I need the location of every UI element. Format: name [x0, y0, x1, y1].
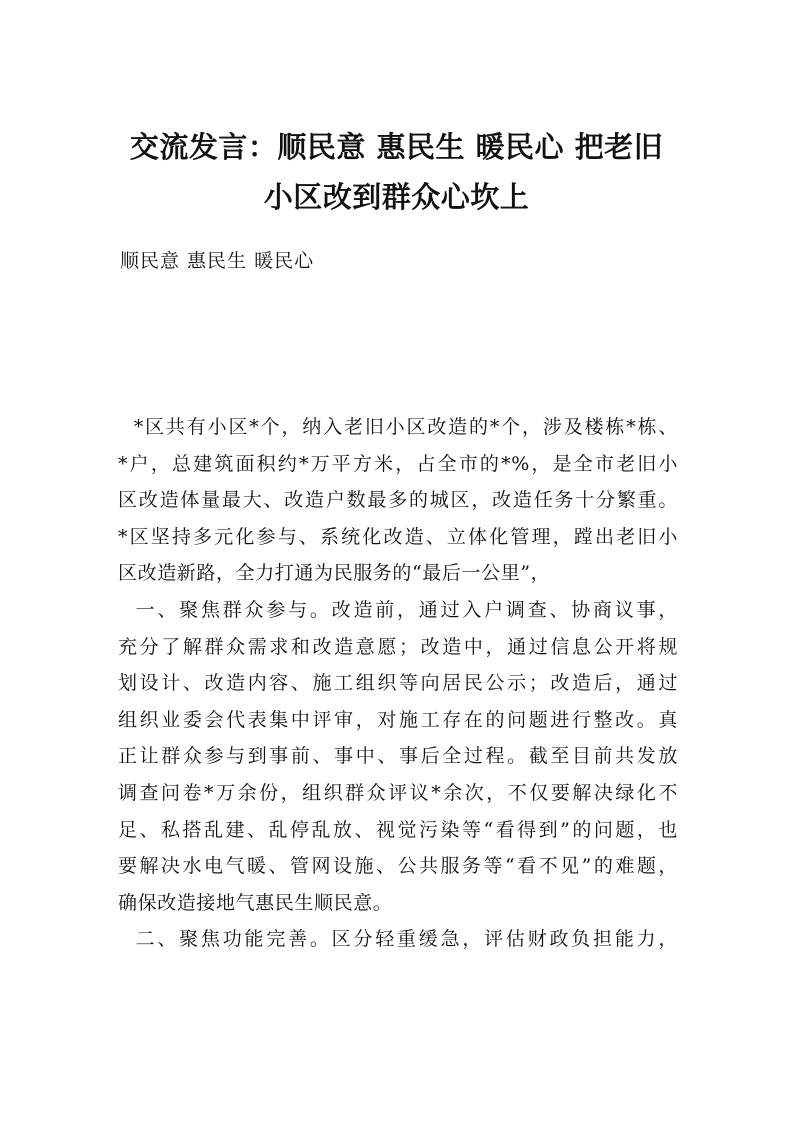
paragraph-2-line-1: 一、聚焦群众参与。改造前，通过入户调查、协商议事， — [118, 598, 678, 621]
body-text — [118, 409, 678, 958]
paragraph-2-line-5: 正让群众参与到事前、事中、事后全过程。截至目前共发放 — [118, 745, 678, 768]
paragraph-2-line-9: 确保改造接地气惠民生顺民意。 — [118, 891, 393, 914]
paragraph-3-line-1: 二、聚焦功能完善。区分轻重缓急，评估财政负担能力， — [118, 928, 678, 951]
paragraph-2-line-8: 要解决水电气暖、管网设施、公共服务等“看不见”的难题， — [118, 855, 678, 878]
page-title — [100, 122, 693, 222]
paragraph-2-line-4: 组织业委会代表集中评审，对施工存在的问题进行整改。真 — [118, 708, 678, 731]
paragraph-1-line-3: 区改造体量最大、改造户数最多的城区，改造任务十分繁重。 — [118, 489, 678, 512]
paragraph-2-line-3: 划设计、改造内容、施工组织等向居民公示；改造后，通过 — [118, 672, 678, 695]
paragraph-1-line-4: *区坚持多元化参与、系统化改造、立体化管理，蹚出老旧小 — [118, 525, 678, 548]
paragraph-2-line-7: 足、私搭乱建、乱停乱放、视觉污染等“看得到”的问题，也 — [118, 818, 678, 841]
title-line-2: 小区改到群众心坎上 — [263, 180, 530, 214]
paragraph-2-line-6: 调查问卷*万余份，组织群众评议*余次，不仅要解决绿化不 — [118, 781, 678, 804]
title-line-1: 交流发言：顺民意 惠民生 暖民心 把老旧 — [129, 130, 664, 164]
paragraph-1-line-2: *户，总建筑面积约*万平方米，占全市的*%，是全市老旧小 — [118, 452, 678, 475]
paragraph-1-line-5: 区改造新路，全力打通为民服务的“最后一公里”， — [118, 562, 551, 585]
paragraph-1-line-1: *区共有小区*个，纳入老旧小区改造的*个，涉及楼栋*栋、 — [118, 416, 678, 438]
paragraph-2-line-2: 充分了解群众需求和改造意愿；改造中，通过信息公开将规 — [118, 635, 678, 658]
subtitle: 顺民意 惠民生 暖民心 — [120, 250, 315, 272]
